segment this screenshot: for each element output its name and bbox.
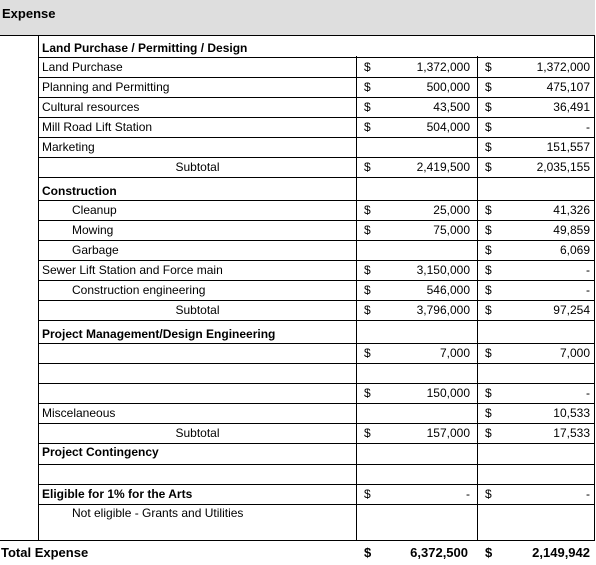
land-row-0-label: Land Purchase [42,60,123,74]
total-label: Total Expense [1,545,89,560]
pm-row-4-label: Subtotal [175,426,220,440]
row-top-rule [38,200,595,201]
land-row-1-actual: 475,107 [546,80,590,94]
expense-header [0,0,595,36]
arts-actual: - [586,487,590,501]
total-actual: 2,149,942 [532,545,590,560]
land-row-0-actual: 1,372,000 [536,60,590,74]
section-contingency-title: Project Contingency [42,445,159,459]
construction-row-2-label: Garbage [72,243,119,257]
section-land-title: Land Purchase / Permitting / Design [42,41,248,55]
construction-row-3-actual: - [586,263,590,277]
land-row-2-budget: 43,500 [433,100,470,114]
pm-row-4-actual: 17,533 [553,426,590,440]
pm-row-0-budget: 7,000 [439,346,470,360]
land-row-0-dollar-actual: $ [485,60,492,74]
pm-row-3-dollar-actual: $ [485,406,492,420]
construction-row-4-label: Construction engineering [72,283,206,297]
land-row-2-label: Cultural resources [42,100,140,114]
arts-note: Not eligible - Grants and Utilities [72,506,244,520]
land-row-2-dollar-budget: $ [364,100,371,114]
construction-row-4-actual: - [586,283,590,297]
row-top-rule [38,300,595,301]
pm-row-3-label: Miscelaneous [42,406,116,420]
total-dollar-budget: $ [364,545,372,560]
construction-row-3-budget: 3,150,000 [416,263,470,277]
land-row-0-budget: 1,372,000 [416,60,470,74]
construction-row-2-actual: 6,069 [559,243,590,257]
contingency-rule [38,464,595,465]
total-top-rule [0,540,595,541]
land-row-0-dollar-budget: $ [364,60,371,74]
land-row-1-dollar-actual: $ [485,80,492,94]
row-top-rule [38,240,595,241]
land-row-1-label: Planning and Permitting [42,80,170,94]
construction-row-3-dollar-budget: $ [364,263,371,277]
row-top-rule [38,383,595,384]
land-row-3-budget: 504,000 [426,120,470,134]
total-dollar-actual: $ [485,545,493,560]
construction-row-2-dollar-actual: $ [485,243,492,257]
row-top-rule [38,260,595,261]
construction-row-0-dollar-budget: $ [364,203,371,217]
row-top-rule [38,343,595,344]
construction-row-3-dollar-actual: $ [485,263,492,277]
construction-row-1-budget: 75,000 [433,223,470,237]
land-row-3-label: Mill Road Lift Station [42,120,153,134]
section-construction-bottom-rule [38,320,595,321]
row-top-rule [38,137,595,138]
land-row-4-actual: 151,557 [546,140,590,154]
row-top-rule [38,423,595,424]
arts-label: Eligible for 1% for the Arts [42,487,193,501]
land-row-1-budget: 500,000 [426,80,470,94]
row-top-rule [38,77,595,78]
land-row-4-dollar-actual: $ [485,140,492,154]
row-top-rule [38,117,595,118]
row-top-rule [38,157,595,158]
row-top-rule [38,363,595,364]
construction-row-1-label: Mowing [72,223,114,237]
land-row-1-dollar-budget: $ [364,80,371,94]
pm-row-0-dollar-budget: $ [364,346,371,360]
land-row-5-dollar-actual: $ [485,160,492,174]
pm-row-2-actual: - [586,386,590,400]
land-row-5-dollar-budget: $ [364,160,371,174]
land-row-3-dollar-budget: $ [364,120,371,134]
construction-row-5-dollar-actual: $ [485,303,492,317]
construction-row-1-dollar-actual: $ [485,223,492,237]
land-row-3-actual: - [586,120,590,134]
row-top-rule [38,97,595,98]
expense-title: Expense [2,6,56,21]
pm-row-0-actual: 7,000 [559,346,590,360]
pm-row-3-actual: 10,533 [553,406,590,420]
construction-row-4-dollar-actual: $ [485,283,492,297]
pm-row-4-dollar-actual: $ [485,426,492,440]
land-row-2-actual: 36,491 [553,100,590,114]
arts-dollar-actual: $ [485,487,492,501]
land-row-4-label: Marketing [42,140,95,154]
section-land-bottom-rule [38,177,595,178]
construction-row-4-budget: 546,000 [426,283,470,297]
land-row-5-label: Subtotal [175,160,220,174]
arts-top-rule [38,484,595,485]
arts-budget: - [466,487,470,501]
construction-row-5-budget: 3,796,000 [416,303,470,317]
land-row-2-dollar-actual: $ [485,100,492,114]
construction-row-4-dollar-budget: $ [364,283,371,297]
pm-row-2-dollar-actual: $ [485,386,492,400]
table-col2-border [477,56,478,540]
construction-row-3-label: Sewer Lift Station and Force main [42,263,223,277]
total-budget: 6,372,500 [410,545,468,560]
construction-row-5-dollar-budget: $ [364,303,371,317]
pm-row-2-budget: 150,000 [426,386,470,400]
construction-row-0-dollar-actual: $ [485,203,492,217]
construction-row-1-dollar-budget: $ [364,223,371,237]
section-construction-title: Construction [42,184,117,198]
table-col1-border [356,56,357,540]
row-top-rule [38,403,595,404]
land-row-5-budget: 2,419,500 [416,160,470,174]
construction-row-0-label: Cleanup [72,203,117,217]
row-top-rule [38,220,595,221]
construction-row-0-actual: 41,326 [553,203,590,217]
pm-row-0-dollar-actual: $ [485,346,492,360]
land-row-5-actual: 2,035,155 [536,160,590,174]
construction-row-1-actual: 49,859 [553,223,590,237]
row-top-rule [38,57,595,58]
arts-dollar-budget: $ [364,487,371,501]
construction-row-5-label: Subtotal [175,303,220,317]
pm-row-4-dollar-budget: $ [364,426,371,440]
land-row-3-dollar-actual: $ [485,120,492,134]
section-pm-title: Project Management/Design Engineering [42,327,276,341]
pm-row-2-dollar-budget: $ [364,386,371,400]
pm-row-4-budget: 157,000 [426,426,470,440]
row-top-rule [38,280,595,281]
construction-row-0-budget: 25,000 [433,203,470,217]
construction-row-5-actual: 97,254 [553,303,590,317]
